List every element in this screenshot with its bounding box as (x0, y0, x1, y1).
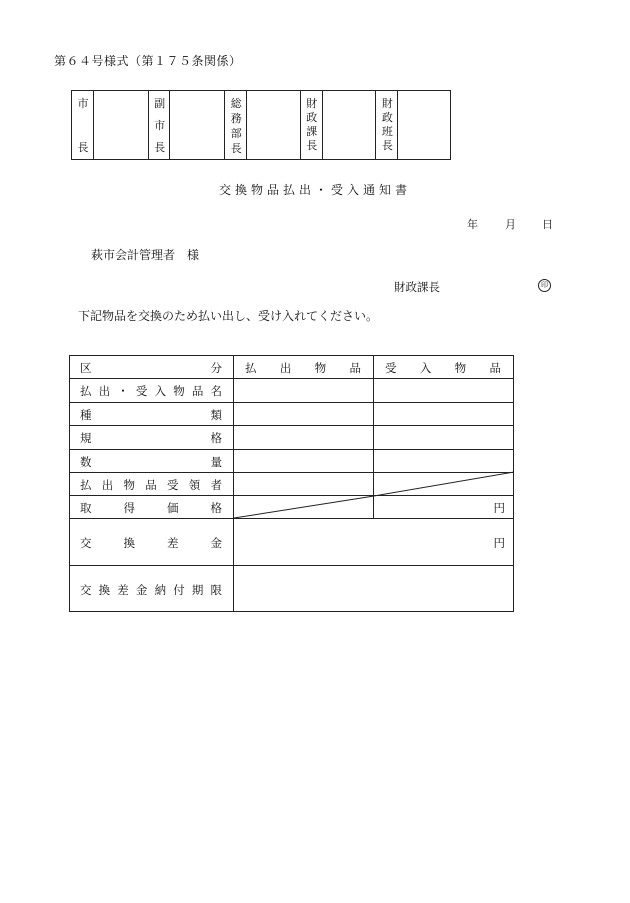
approval-seal-box-finance-section-chief[interactable] (323, 91, 377, 159)
row-label-acquisition-price: 取 得 価 格 (80, 501, 222, 515)
row-label-recipient: 払 出 物 品 受 領 者 (80, 478, 222, 492)
goods-exchange-table (69, 355, 514, 612)
date-line (467, 216, 553, 232)
date-month-label: 月 (505, 218, 516, 231)
approval-label-deputy-mayor: 副 市 長 (149, 91, 171, 159)
header-category: 区 分 (80, 361, 222, 375)
approval-stamp-table (71, 90, 451, 160)
date-day-label: 日 (542, 218, 553, 231)
row-label-type: 種 類 (80, 408, 222, 422)
row-label-item-name: 払 出 ・ 受 入 物 品 名 (80, 384, 222, 398)
approval-seal-box-finance-team-chief[interactable] (398, 91, 450, 159)
exchange-difference-unit: 円 (493, 536, 505, 550)
date-year-label: 年 (467, 218, 478, 231)
approval-label-mayor: 市 長 (72, 91, 94, 159)
approval-label-general-affairs-director: 総 務 部 長 (225, 91, 247, 159)
row-label-specification: 規 格 (80, 431, 222, 445)
seal-mark: 印 (538, 279, 551, 292)
form-number: 第６４号様式（第１７５条関係） (54, 54, 242, 68)
document-title: 交換物品払出・受入通知書 (218, 183, 411, 197)
addressee: 萩市会計管理者 様 (91, 248, 200, 262)
instruction-text: 下記物品を交換のため払い出し、受け入れてください。 (78, 309, 379, 323)
row-label-payment-deadline: 交 換 差 金 納 付 期 限 (80, 583, 222, 597)
row-label-exchange-difference: 交 換 差 金 (80, 536, 222, 550)
approval-seal-box-general-affairs-director[interactable] (247, 91, 301, 159)
sender-title: 財政課長 (394, 280, 440, 294)
acquisition-price-unit: 円 (493, 501, 505, 515)
approval-seal-box-deputy-mayor[interactable] (170, 91, 225, 159)
approval-label-finance-section-chief: 財 政 課 長 (301, 91, 323, 159)
approval-seal-box-mayor[interactable] (94, 91, 149, 159)
approval-label-finance-team-chief: 財 政 班 長 (376, 91, 398, 159)
header-outgoing-goods: 払 出 物 品 (245, 361, 361, 375)
row-label-quantity: 数 量 (80, 455, 222, 469)
header-incoming-goods: 受 入 物 品 (385, 361, 501, 375)
